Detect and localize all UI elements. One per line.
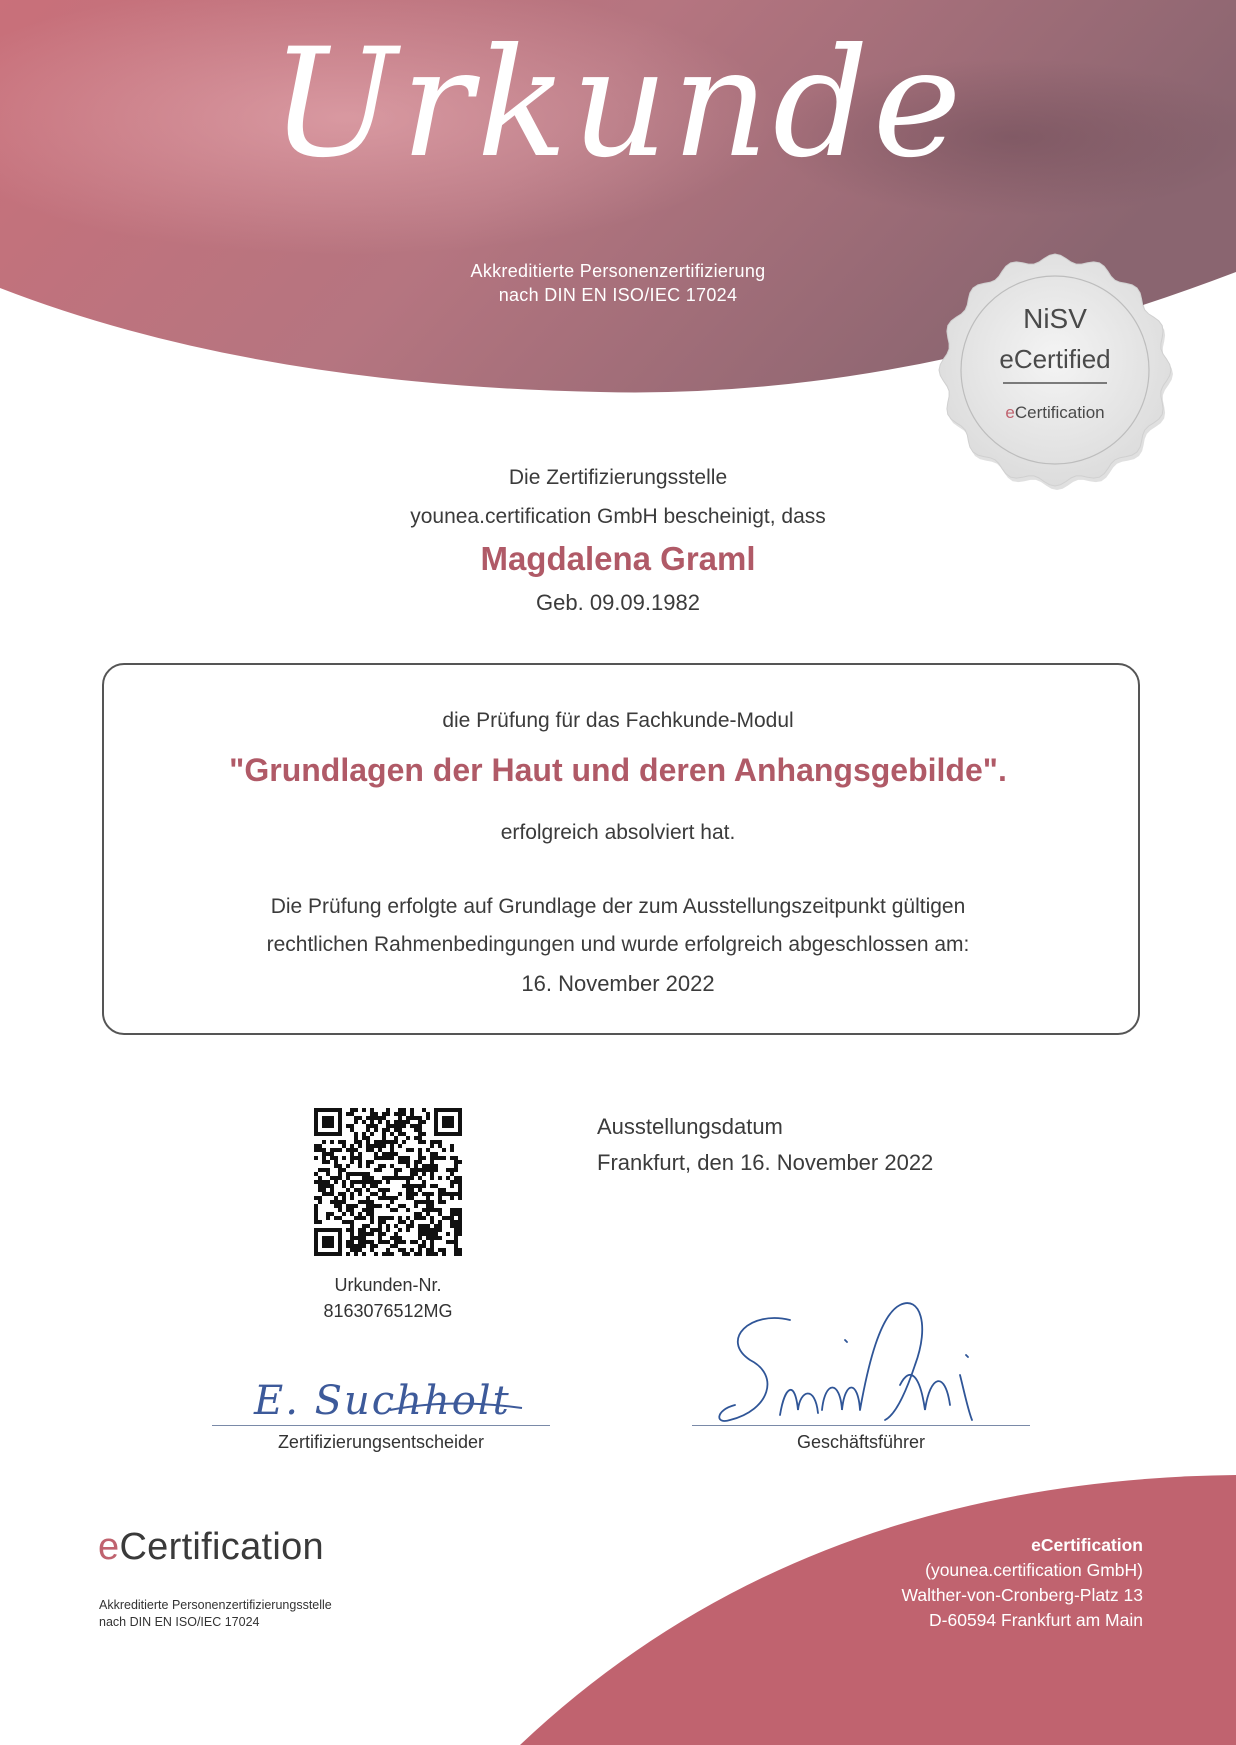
- signature-right-caption: Geschäftsführer: [796, 1432, 926, 1452]
- footer-address: [901, 1533, 1143, 1633]
- intro-line1: Die Zertifizierungsstelle: [508, 466, 728, 489]
- svg-text:E. Suchholt: E. Suchholt: [254, 1378, 511, 1424]
- exam-intro: die Prüfung für das Fachkunde-Modul: [442, 709, 794, 732]
- svg-text:eCertification: [1005, 403, 1104, 422]
- footer-address-line3: Walther-von-Cronberg-Platz 13: [901, 1585, 1143, 1605]
- exam-basis-line1: Die Prüfung erfolgte auf Grundlage der zum Ausstellungszeitpunkt gültigen: [270, 895, 966, 918]
- header-accreditation-line1: Akkreditierte Personenzertifizierung: [470, 261, 766, 281]
- seal-line1: NiSV: [1023, 303, 1087, 334]
- title-urkunde-script: [0, 30, 1236, 220]
- issue-label: Ausstellungsdatum: [597, 1114, 783, 1139]
- signature-right-line: [692, 1425, 1030, 1426]
- seal-brand-e: e: [1005, 403, 1015, 422]
- title-text: Urkunde: [270, 30, 966, 191]
- footer-address-line1: eCertification: [1031, 1535, 1143, 1555]
- seal-line2: eCertified: [999, 344, 1111, 374]
- footer-logo: [98, 1526, 324, 1569]
- signature-left-line: [212, 1425, 550, 1426]
- exam-module-title: "Grundlagen der Haut und deren Anhangsgebilde".: [229, 752, 1007, 788]
- recipient-birth: Geb. 09.09.1982: [536, 590, 700, 615]
- footer-logo-sub-line2: nach DIN EN ISO/IEC 17024: [99, 1615, 260, 1629]
- footer-logo-rest: Certification: [119, 1526, 324, 1568]
- seal-brand-rest: Certification: [1014, 403, 1105, 422]
- footer-logo-subtitle: [99, 1597, 332, 1631]
- footer-address-line4: D-60594 Frankfurt am Main: [929, 1610, 1143, 1630]
- footer-address-line2: (younea.certification GmbH): [925, 1560, 1143, 1580]
- intro-line2: younea.certification GmbH bescheinigt, dass: [410, 505, 826, 528]
- signature-right: [710, 1285, 1020, 1430]
- recipient-name: Magdalena Graml: [480, 540, 756, 577]
- signature-left-caption: Zertifizierungsentscheider: [277, 1432, 485, 1452]
- qr-code: [314, 1108, 462, 1256]
- footer-logo-sub-line1: Akkreditierte Personenzertifizierungsstelle: [99, 1598, 332, 1612]
- signature-left: [240, 1368, 540, 1428]
- issue-place-date: Frankfurt, den 16. November 2022: [597, 1150, 934, 1175]
- exam-result: erfolgreich absolviert hat.: [500, 821, 736, 844]
- exam-basis-line2: rechtlichen Rahmenbedingungen und wurde erfolgreich abgeschlossen am:: [266, 933, 970, 956]
- header-accreditation-line2: nach DIN EN ISO/IEC 17024: [498, 285, 738, 305]
- certificate-number-label: Urkunden-Nr.: [334, 1275, 442, 1295]
- certificate-number: 8163076512MG: [323, 1301, 453, 1321]
- footer-logo-e: e: [98, 1526, 120, 1568]
- exam-date: 16. November 2022: [521, 971, 715, 996]
- nisv-seal: [935, 250, 1175, 490]
